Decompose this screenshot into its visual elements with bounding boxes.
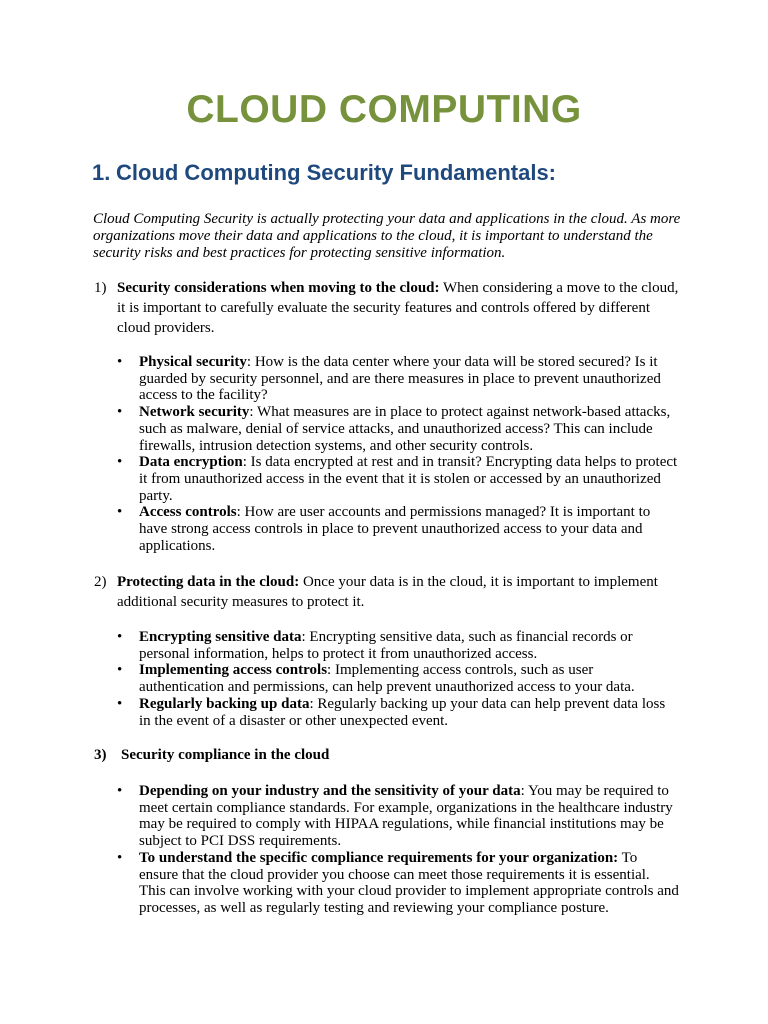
bullet-text: : Regularly backing up your data can help prevent data loss in the event of a disaster or other unexpected event. bbox=[139, 695, 666, 729]
page-title: CLOUD COMPUTING bbox=[186, 88, 582, 131]
list-item bbox=[117, 629, 679, 662]
list-item bbox=[117, 454, 679, 504]
bullet-label: Encrypting sensitive data bbox=[139, 629, 302, 645]
bullet-icon: • bbox=[117, 662, 123, 679]
bullet-label: Implementing access controls bbox=[139, 662, 328, 679]
bullet-list-3 bbox=[0, 783, 768, 917]
numbered-item-1 bbox=[94, 278, 684, 338]
bullet-text: : How is the data center where your data will be stored secured? Is it guarded by security personnel, and are there measures in place to prevent unauthorized access to the facility? bbox=[139, 354, 661, 404]
bullet-label: Network security bbox=[139, 404, 250, 421]
bullet-text: : How are user accounts and permissions managed? It is important to have strong access controls in place to prevent unauthorized access to your data and applications. bbox=[139, 504, 651, 554]
bullet-icon: • bbox=[117, 504, 123, 521]
item-number: 2) bbox=[94, 574, 107, 590]
bullet-text: : Encrypting sensitive data, such as financial records or personal information, helps to protect it from unauthorized access. bbox=[139, 629, 633, 662]
bullet-text: : What measures are in place to protect against network-based attacks, such as malware, denial of service attacks, and unauthorized access? This can include firewalls, intrusion detection systems, and other security controls. bbox=[139, 404, 671, 454]
bullet-icon: • bbox=[117, 695, 123, 712]
bullet-list-1 bbox=[0, 354, 768, 554]
section-heading bbox=[92, 160, 556, 186]
list-item bbox=[117, 783, 679, 850]
item-heading: Security compliance in the cloud bbox=[121, 747, 330, 763]
bullet-label: Depending on your industry and the sensitivity of your data bbox=[139, 783, 521, 799]
bullet-text: : Is data encrypted at rest and in transit? Encrypting data helps to protect it from unauthorized access in the event that it is stolen or accessed by an unauthorized party. bbox=[139, 454, 678, 504]
numbered-item-3 bbox=[94, 745, 329, 765]
list-item bbox=[117, 849, 679, 917]
bullet-icon: • bbox=[117, 783, 123, 799]
numbered-item-2 bbox=[94, 572, 684, 612]
intro-paragraph: Cloud Computing Security is actually protecting your data and applications in the cloud. As more organizations move their data and applications to the cloud, it is important to understand the security risks and best practices for protecting sensitive information. bbox=[93, 211, 681, 261]
item-body: When considering a move to the cloud, it is important to carefully evaluate the security features and controls offered by different cloud providers. bbox=[117, 280, 679, 336]
bullet-label: To understand the specific compliance requirements for your organization: bbox=[139, 849, 619, 866]
list-item bbox=[117, 695, 679, 729]
bullet-list-2 bbox=[0, 629, 768, 729]
section-heading-number: 1. bbox=[92, 160, 111, 185]
item-heading: Security considerations when moving to the cloud: bbox=[117, 280, 440, 296]
item-body: Once your data is in the cloud, it is important to implement additional security measures to protect it. bbox=[117, 574, 658, 610]
bullet-label: Data encryption bbox=[139, 454, 243, 471]
section-heading-text: Cloud Computing Security Fundamentals: bbox=[116, 160, 557, 185]
bullet-label: Regularly backing up data bbox=[139, 695, 310, 712]
bullet-text: : Implementing access controls, such as user authentication and permissions, can help prevent unauthorized access to your data. bbox=[139, 662, 635, 696]
item-number: 3) bbox=[94, 747, 107, 763]
list-item bbox=[117, 662, 679, 696]
bullet-icon: • bbox=[117, 354, 123, 370]
item-number: 1) bbox=[94, 280, 107, 296]
list-item bbox=[117, 504, 679, 554]
item-heading: Protecting data in the cloud: bbox=[117, 574, 300, 590]
bullet-text: To ensure that the cloud provider you choose can meet those requirements it is essential. This can involve working with your cloud provider to implement appropriate controls and processes, as well as regularly testing and reviewing your compliance posture. bbox=[139, 849, 679, 916]
bullet-label: Access controls bbox=[139, 504, 237, 521]
bullet-icon: • bbox=[117, 404, 123, 421]
list-item bbox=[117, 404, 679, 454]
bullet-text: : You may be required to meet certain compliance standards. For example, organizations in the healthcare industry may be required to comply with HIPAA regulations, while financial institutions may be subject to PCI DSS requirements. bbox=[139, 783, 673, 850]
bullet-icon: • bbox=[117, 454, 123, 471]
bullet-label: Physical security bbox=[139, 354, 247, 370]
bullet-icon: • bbox=[117, 629, 123, 645]
bullet-icon: • bbox=[117, 849, 123, 866]
list-item bbox=[117, 354, 679, 404]
